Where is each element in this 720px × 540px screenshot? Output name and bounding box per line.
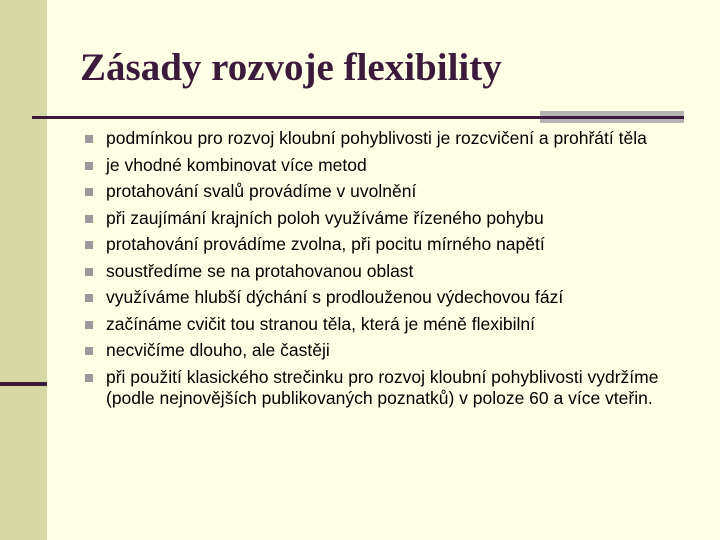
- title-underline: [32, 116, 684, 119]
- square-bullet-icon: [85, 188, 93, 196]
- square-bullet-icon: [85, 321, 93, 329]
- square-bullet-icon: [85, 215, 93, 223]
- square-bullet-icon: [85, 374, 93, 382]
- square-bullet-icon: [85, 162, 93, 170]
- bullet-text: je vhodné kombinovat více metod: [106, 154, 367, 175]
- bullet-text: protahování provádíme zvolna, při pocitu mírného napětí: [106, 234, 545, 254]
- bullet-text: při zaujímání krajních poloh využíváme řízeného pohybu: [106, 207, 544, 228]
- square-bullet-icon: [85, 347, 93, 355]
- bullet-item: [84, 208, 694, 230]
- bullet-item: [84, 234, 694, 256]
- bullet-text: podmínkou pro rozvoj kloubní pohyblivosti je rozcvičení a prohřátí těla: [106, 128, 647, 148]
- square-bullet-icon: [85, 135, 93, 143]
- bullet-item: [84, 261, 694, 283]
- slide-title: Zásady rozvoje flexibility: [80, 46, 502, 89]
- bullet-item: [84, 155, 694, 177]
- bullet-item: [84, 287, 694, 309]
- bullet-text: protahování svalů provádíme v uvolnění: [106, 181, 417, 201]
- bullet-item: [84, 340, 694, 362]
- bullet-text: při použití klasického strečinku pro rozvoj kloubní pohyblivosti vydržíme (podle nejnovějších publikovaných poznatků) v poloze 60 a více vteřin.: [106, 366, 659, 408]
- bullet-text: začínáme cvičit tou stranou těla, která je méně flexibilní: [106, 313, 535, 334]
- square-bullet-icon: [85, 294, 93, 302]
- bullet-text: využíváme hlubší dýchání s prodlouženou výdechovou fází: [106, 287, 564, 307]
- bullet-item: [84, 367, 694, 410]
- bullet-item: [84, 181, 694, 203]
- bullet-text: necvičíme dlouho, ale častěji: [106, 340, 330, 360]
- bullet-text: soustředíme se na protahovanou oblast: [106, 260, 414, 281]
- square-bullet-icon: [85, 241, 93, 249]
- square-bullet-icon: [85, 268, 93, 276]
- bullet-list: [84, 128, 694, 415]
- left-accent-bar: [0, 382, 47, 386]
- left-decorative-band: [0, 0, 47, 540]
- bullet-item: [84, 128, 694, 150]
- bullet-item: [84, 314, 694, 336]
